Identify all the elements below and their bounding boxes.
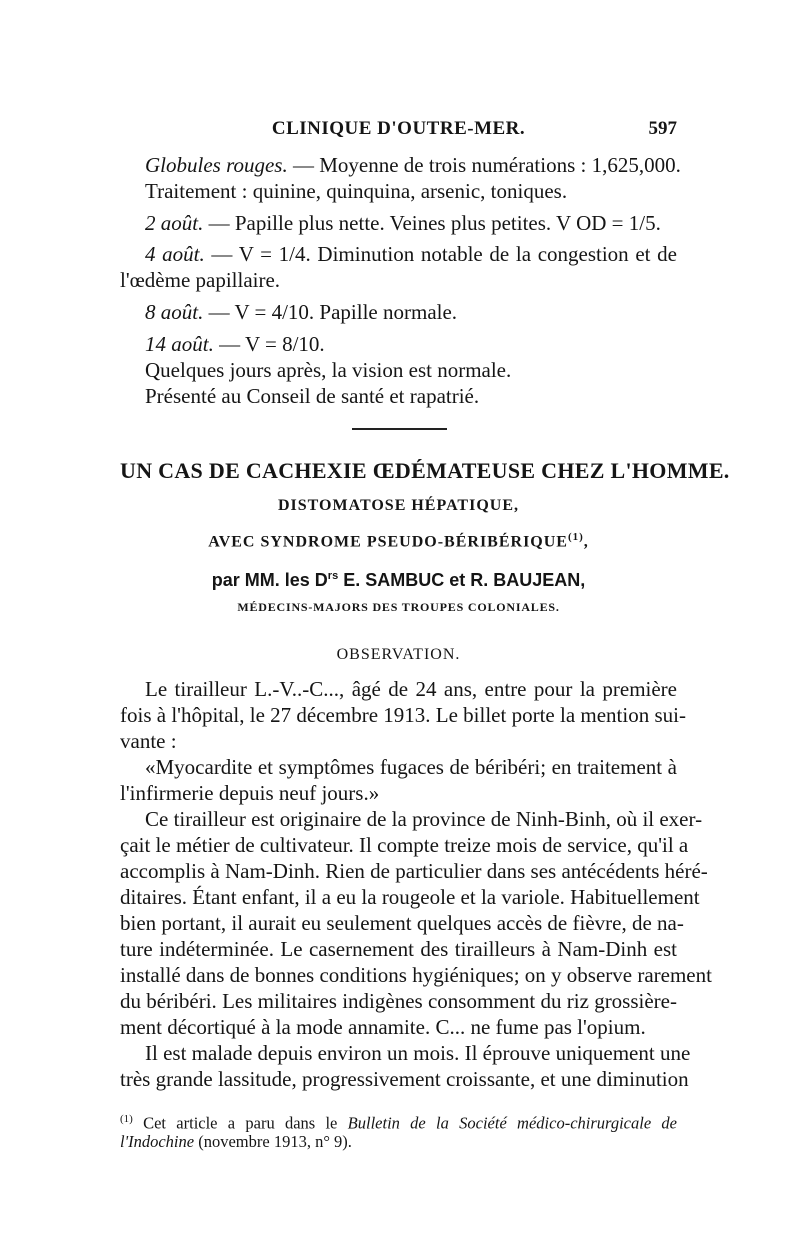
date-label: Globules rouges. [145,153,288,177]
footnote-journal: Bulletin de la Société médico-chirurgicale de [347,1113,677,1133]
date-label: 4 août. [145,242,205,266]
footnote-text: Cet article a paru dans le [132,1113,348,1133]
body-line: fois à l'hôpital, le 27 décembre 1913. Le billet porte la mention sui- [120,703,686,727]
case-text: — V = 1/4. Diminution notable de la congestion et de [204,242,677,266]
authors-prefix: par MM. les D [211,570,328,590]
body-line: Il est malade depuis environ un mois. Il éprouve uniquement une [145,1041,691,1065]
page-number: 597 [648,118,677,139]
case-line-2: Traitement : quinine, quinquina, arsenic, toniques. [145,179,568,203]
quote-line: l'infirmerie depuis neuf jours.» [120,781,380,805]
body-line: bien portant, il aurait eu seulement quelques accès de fièvre, de na- [120,911,684,935]
footnote-journal: l'Indochine [120,1132,195,1151]
body-line: Le tirailleur L.-V..-C..., âgé de 24 ans, entre pour la première [145,677,677,701]
section-divider [352,428,447,430]
date-label: 8 août. [145,300,204,324]
article-subtitle-2 [120,531,677,551]
case-text: — V = 4/10. Papille normale. [203,300,458,324]
date-label: 2 août. [145,211,204,235]
case-line-9: Présenté au Conseil de santé et rapatrié. [145,384,480,408]
body-line: installé dans de bonnes conditions hygiéniques; on y observe rarement [120,963,712,987]
authors-names: E. SAMBUC et R. BAUJEAN, [338,570,586,590]
body-line: Ce tirailleur est originaire de la province de Ninh-Binh, où il exer- [145,807,703,831]
footnote-ref: (1) [567,531,584,543]
case-text: — Moyenne de trois numérations : 1,625,000. [287,153,681,177]
authors-role: MÉDECINS-MAJORS DES TROUPES COLONIALES. [237,600,560,614]
body-line: du béribéri. Les militaires indigènes consomment du riz grossière- [120,989,677,1013]
article-subtitle-1: DISTOMATOSE HÉPATIQUE, [277,497,519,514]
body-line: ment décortiqué à la mode annamite. C... ne fume pas l'opium. [120,1015,646,1039]
body-line: vante : [120,729,177,753]
case-line-4 [145,241,677,267]
body-line: accomplis à Nam-Dinh. Rien de particulier dans ses antécédents héré- [120,859,708,883]
date-label: 14 août. [145,332,214,356]
authors-sup: rs [327,570,339,582]
running-title: CLINIQUE D'OUTRE-MER. [271,118,526,139]
case-line-1 [145,152,681,178]
body-line: très grande lassitude, progressivement croissante, et une diminution [120,1067,689,1091]
article-authors [120,570,677,591]
case-line-5: l'œdème papillaire. [120,268,281,292]
case-line-6 [145,299,677,325]
article-title: UN CAS DE CACHEXIE ŒDÉMATEUSE CHEZ L'HOMME. [120,458,730,483]
case-line-8: Quelques jours après, la vision est normale. [145,358,512,382]
subtitle-end: , [583,533,589,551]
section-heading: OBSERVATION. [336,646,461,663]
case-line-3 [145,210,677,236]
case-text: — V = 8/10. [213,332,325,356]
body-line: ture indéterminée. Le casernement des tirailleurs à Nam-Dinh est [120,937,677,961]
body-line: ditaires. Étant enfant, il a eu la rougeole et la variole. Habituellement [120,885,700,909]
footnote-text: (novembre 1913, n° 9). [194,1132,352,1151]
quote-line: «Myocardite et symptômes fugaces de béribéri; en traitement à [145,755,677,779]
case-text: — Papille plus nette. Veines plus petites. V OD = 1/5. [203,211,661,235]
footnote-marker: (1) [120,1113,133,1125]
body-line: çait le métier de cultivateur. Il compte treize mois de service, qu'il a [120,833,689,857]
case-line-7 [145,331,677,357]
running-head [120,118,677,146]
footnote-line-2 [120,1131,677,1153]
subtitle-text: AVEC SYNDROME PSEUDO-BÉRIBÉRIQUE [208,533,568,551]
